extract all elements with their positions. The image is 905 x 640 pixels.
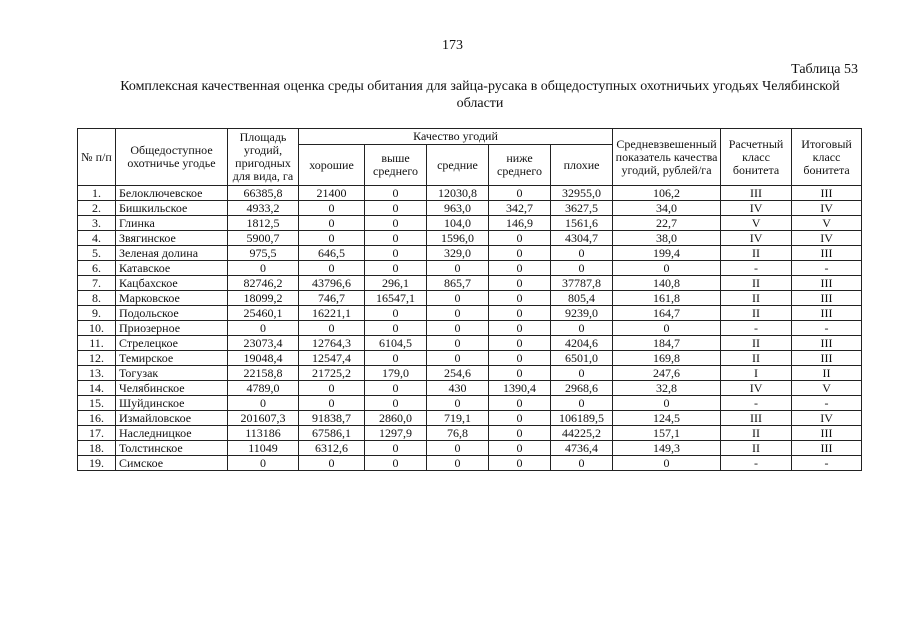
cell-row-num: 13. (78, 366, 116, 381)
table-row (78, 231, 862, 246)
cell-calc-class: IV (721, 201, 792, 216)
cell-square: 4789,0 (228, 381, 299, 396)
cell-above-avg: 0 (365, 351, 427, 366)
cell-avg: 0 (427, 441, 489, 456)
cell-weighted: 199,4 (613, 246, 721, 261)
cell-final-class: IV (792, 411, 862, 426)
cell-good: 43796,6 (299, 276, 365, 291)
table-row (78, 456, 862, 471)
cell-row-num: 16. (78, 411, 116, 426)
table-row (78, 321, 862, 336)
cell-final-class: III (792, 186, 862, 201)
cell-square: 0 (228, 396, 299, 411)
table-row (78, 351, 862, 366)
cell-weighted: 184,7 (613, 336, 721, 351)
cell-square: 0 (228, 456, 299, 471)
table-row (78, 366, 862, 381)
cell-below-avg: 0 (489, 291, 551, 306)
cell-above-avg: 0 (365, 321, 427, 336)
header-avg: средние (427, 145, 489, 186)
cell-weighted: 0 (613, 456, 721, 471)
cell-final-class: V (792, 216, 862, 231)
cell-below-avg: 0 (489, 321, 551, 336)
cell-area-name: Звягинское (116, 231, 228, 246)
cell-avg: 104,0 (427, 216, 489, 231)
cell-weighted: 32,8 (613, 381, 721, 396)
cell-below-avg: 0 (489, 351, 551, 366)
cell-avg: 1596,0 (427, 231, 489, 246)
cell-above-avg: 0 (365, 186, 427, 201)
cell-weighted: 34,0 (613, 201, 721, 216)
cell-good: 16221,1 (299, 306, 365, 321)
cell-weighted: 169,8 (613, 351, 721, 366)
cell-area-name: Толстинское (116, 441, 228, 456)
cell-calc-class: - (721, 321, 792, 336)
page-number: 173 (442, 38, 463, 53)
cell-avg: 719,1 (427, 411, 489, 426)
cell-calc-class: II (721, 306, 792, 321)
cell-area-name: Кацбахское (116, 276, 228, 291)
cell-avg: 430 (427, 381, 489, 396)
cell-above-avg: 0 (365, 456, 427, 471)
cell-good: 0 (299, 456, 365, 471)
cell-row-num: 5. (78, 246, 116, 261)
cell-avg: 0 (427, 306, 489, 321)
cell-row-num: 19. (78, 456, 116, 471)
cell-avg: 963,0 (427, 201, 489, 216)
cell-bad: 0 (551, 261, 613, 276)
cell-final-class: III (792, 306, 862, 321)
cell-row-num: 6. (78, 261, 116, 276)
cell-bad: 0 (551, 456, 613, 471)
cell-final-class: III (792, 426, 862, 441)
cell-avg: 0 (427, 396, 489, 411)
cell-below-avg: 0 (489, 276, 551, 291)
cell-row-num: 3. (78, 216, 116, 231)
cell-final-class: IV (792, 201, 862, 216)
cell-avg: 76,8 (427, 426, 489, 441)
cell-below-avg: 0 (489, 186, 551, 201)
cell-below-avg: 342,7 (489, 201, 551, 216)
header-area-name: Общедоступное охотничье угодье (116, 129, 228, 186)
cell-row-num: 14. (78, 381, 116, 396)
cell-weighted: 164,7 (613, 306, 721, 321)
cell-calc-class: II (721, 276, 792, 291)
cell-square: 201607,3 (228, 411, 299, 426)
cell-above-avg: 0 (365, 231, 427, 246)
cell-area-name: Стрелецкое (116, 336, 228, 351)
cell-area-name: Тогузак (116, 366, 228, 381)
cell-calc-class: II (721, 291, 792, 306)
cell-square: 1812,5 (228, 216, 299, 231)
cell-final-class: III (792, 246, 862, 261)
cell-good: 21725,2 (299, 366, 365, 381)
table-row (78, 201, 862, 216)
cell-above-avg: 2860,0 (365, 411, 427, 426)
cell-above-avg: 0 (365, 246, 427, 261)
cell-square: 113186 (228, 426, 299, 441)
cell-square: 18099,2 (228, 291, 299, 306)
cell-square: 0 (228, 261, 299, 276)
cell-below-avg: 0 (489, 306, 551, 321)
cell-area-name: Катавское (116, 261, 228, 276)
cell-bad: 3627,5 (551, 201, 613, 216)
cell-calc-class: III (721, 411, 792, 426)
cell-square: 25460,1 (228, 306, 299, 321)
cell-area-name: Приозерное (116, 321, 228, 336)
cell-area-name: Марковское (116, 291, 228, 306)
cell-avg: 12030,8 (427, 186, 489, 201)
cell-avg: 329,0 (427, 246, 489, 261)
cell-below-avg: 0 (489, 396, 551, 411)
cell-weighted: 149,3 (613, 441, 721, 456)
cell-above-avg: 0 (365, 396, 427, 411)
cell-calc-class: V (721, 216, 792, 231)
cell-above-avg: 0 (365, 216, 427, 231)
cell-below-avg: 0 (489, 261, 551, 276)
cell-below-avg: 0 (489, 231, 551, 246)
cell-below-avg: 0 (489, 411, 551, 426)
cell-bad: 1561,6 (551, 216, 613, 231)
cell-square: 0 (228, 321, 299, 336)
cell-area-name: Измайловское (116, 411, 228, 426)
cell-bad: 6501,0 (551, 351, 613, 366)
cell-below-avg: 1390,4 (489, 381, 551, 396)
cell-avg: 0 (427, 291, 489, 306)
header-final-class: Итоговый класс бонитета (792, 129, 862, 186)
cell-row-num: 17. (78, 426, 116, 441)
cell-weighted: 161,8 (613, 291, 721, 306)
cell-bad: 805,4 (551, 291, 613, 306)
cell-above-avg: 0 (365, 261, 427, 276)
cell-bad: 37787,8 (551, 276, 613, 291)
cell-calc-class: I (721, 366, 792, 381)
cell-above-avg: 0 (365, 306, 427, 321)
cell-area-name: Глинка (116, 216, 228, 231)
cell-good: 0 (299, 231, 365, 246)
cell-final-class: - (792, 261, 862, 276)
header-weighted: Средневзвешенный показатель качества угодий, рублей/га (613, 129, 721, 186)
cell-above-avg: 179,0 (365, 366, 427, 381)
cell-calc-class: II (721, 246, 792, 261)
cell-row-num: 7. (78, 276, 116, 291)
cell-square: 11049 (228, 441, 299, 456)
cell-area-name: Шуйдинское (116, 396, 228, 411)
cell-calc-class: - (721, 456, 792, 471)
table-row (78, 216, 862, 231)
cell-square: 975,5 (228, 246, 299, 261)
table-row (78, 381, 862, 396)
cell-good: 646,5 (299, 246, 365, 261)
table-row (78, 426, 862, 441)
cell-bad: 106189,5 (551, 411, 613, 426)
cell-weighted: 247,6 (613, 366, 721, 381)
cell-calc-class: - (721, 261, 792, 276)
cell-final-class: - (792, 396, 862, 411)
cell-good: 91838,7 (299, 411, 365, 426)
cell-final-class: III (792, 291, 862, 306)
cell-bad: 0 (551, 321, 613, 336)
cell-area-name: Темирское (116, 351, 228, 366)
cell-calc-class: II (721, 426, 792, 441)
cell-final-class: III (792, 336, 862, 351)
cell-above-avg: 16547,1 (365, 291, 427, 306)
table-row (78, 246, 862, 261)
cell-final-class: IV (792, 231, 862, 246)
cell-area-name: Наследницкое (116, 426, 228, 441)
cell-good: 12547,4 (299, 351, 365, 366)
cell-avg: 254,6 (427, 366, 489, 381)
cell-below-avg: 146,9 (489, 216, 551, 231)
header-calc-class: Расчетный класс бонитета (721, 129, 792, 186)
cell-calc-class: - (721, 396, 792, 411)
cell-square: 4933,2 (228, 201, 299, 216)
cell-bad: 44225,2 (551, 426, 613, 441)
cell-above-avg: 296,1 (365, 276, 427, 291)
cell-avg: 865,7 (427, 276, 489, 291)
cell-avg: 0 (427, 351, 489, 366)
cell-above-avg: 0 (365, 381, 427, 396)
table-title: Комплексная качественная оценка среды обитания для зайца-русака в общедоступных охотничьих угодьях Челябинской области (120, 79, 840, 111)
cell-final-class: - (792, 456, 862, 471)
cell-above-avg: 0 (365, 441, 427, 456)
cell-row-num: 12. (78, 351, 116, 366)
cell-calc-class: II (721, 441, 792, 456)
table-row (78, 261, 862, 276)
cell-below-avg: 0 (489, 336, 551, 351)
cell-area-name: Симское (116, 456, 228, 471)
cell-weighted: 140,8 (613, 276, 721, 291)
cell-final-class: III (792, 351, 862, 366)
cell-good: 6312,6 (299, 441, 365, 456)
cell-weighted: 38,0 (613, 231, 721, 246)
cell-below-avg: 0 (489, 426, 551, 441)
cell-row-num: 8. (78, 291, 116, 306)
cell-weighted: 0 (613, 396, 721, 411)
cell-final-class: V (792, 381, 862, 396)
cell-bad: 9239,0 (551, 306, 613, 321)
cell-final-class: III (792, 276, 862, 291)
cell-row-num: 11. (78, 336, 116, 351)
cell-below-avg: 0 (489, 246, 551, 261)
cell-calc-class: III (721, 186, 792, 201)
cell-below-avg: 0 (489, 366, 551, 381)
cell-calc-class: II (721, 336, 792, 351)
header-above-avg: выше среднего (365, 145, 427, 186)
cell-weighted: 157,1 (613, 426, 721, 441)
header-bad: плохие (551, 145, 613, 186)
cell-final-class: III (792, 441, 862, 456)
cell-row-num: 9. (78, 306, 116, 321)
cell-bad: 4736,4 (551, 441, 613, 456)
cell-weighted: 106,2 (613, 186, 721, 201)
cell-row-num: 4. (78, 231, 116, 246)
cell-bad: 4204,6 (551, 336, 613, 351)
cell-bad: 2968,6 (551, 381, 613, 396)
cell-avg: 0 (427, 321, 489, 336)
cell-square: 82746,2 (228, 276, 299, 291)
cell-avg: 0 (427, 456, 489, 471)
cell-above-avg: 1297,9 (365, 426, 427, 441)
cell-good: 0 (299, 261, 365, 276)
header-quality: Качество угодий (299, 129, 613, 145)
cell-avg: 0 (427, 336, 489, 351)
cell-square: 22158,8 (228, 366, 299, 381)
cell-bad: 4304,7 (551, 231, 613, 246)
cell-area-name: Челябинское (116, 381, 228, 396)
cell-area-name: Зеленая долина (116, 246, 228, 261)
cell-calc-class: IV (721, 381, 792, 396)
cell-good: 67586,1 (299, 426, 365, 441)
table-row (78, 441, 862, 456)
header-good: хорошие (299, 145, 365, 186)
cell-good: 0 (299, 321, 365, 336)
table-row (78, 186, 862, 201)
table-label: Таблица 53 (791, 62, 858, 77)
cell-good: 0 (299, 381, 365, 396)
cell-calc-class: II (721, 351, 792, 366)
cell-row-num: 15. (78, 396, 116, 411)
quality-table (77, 128, 862, 471)
cell-row-num: 18. (78, 441, 116, 456)
cell-weighted: 124,5 (613, 411, 721, 426)
cell-bad: 0 (551, 366, 613, 381)
header-num: № п/п (78, 129, 116, 186)
cell-final-class: II (792, 366, 862, 381)
cell-row-num: 10. (78, 321, 116, 336)
cell-weighted: 0 (613, 261, 721, 276)
cell-good: 746,7 (299, 291, 365, 306)
cell-good: 12764,3 (299, 336, 365, 351)
cell-row-num: 1. (78, 186, 116, 201)
cell-below-avg: 0 (489, 441, 551, 456)
cell-square: 66385,8 (228, 186, 299, 201)
table-row (78, 276, 862, 291)
cell-good: 21400 (299, 186, 365, 201)
cell-square: 23073,4 (228, 336, 299, 351)
cell-square: 5900,7 (228, 231, 299, 246)
cell-bad: 0 (551, 396, 613, 411)
table-row (78, 336, 862, 351)
cell-below-avg: 0 (489, 456, 551, 471)
header-below-avg: ниже среднего (489, 145, 551, 186)
table-row (78, 396, 862, 411)
table-body (78, 186, 862, 471)
table-row (78, 291, 862, 306)
cell-good: 0 (299, 216, 365, 231)
cell-good: 0 (299, 396, 365, 411)
cell-square: 19048,4 (228, 351, 299, 366)
cell-good: 0 (299, 201, 365, 216)
cell-area-name: Подольское (116, 306, 228, 321)
cell-row-num: 2. (78, 201, 116, 216)
cell-bad: 32955,0 (551, 186, 613, 201)
cell-calc-class: IV (721, 231, 792, 246)
cell-bad: 0 (551, 246, 613, 261)
cell-above-avg: 0 (365, 201, 427, 216)
cell-area-name: Бишкильское (116, 201, 228, 216)
cell-weighted: 22,7 (613, 216, 721, 231)
table-row (78, 306, 862, 321)
header-square: Площадь угодий, пригодных для вида, га (228, 129, 299, 186)
cell-area-name: Белоключевское (116, 186, 228, 201)
cell-weighted: 0 (613, 321, 721, 336)
table-row (78, 411, 862, 426)
cell-avg: 0 (427, 261, 489, 276)
cell-final-class: - (792, 321, 862, 336)
cell-above-avg: 6104,5 (365, 336, 427, 351)
